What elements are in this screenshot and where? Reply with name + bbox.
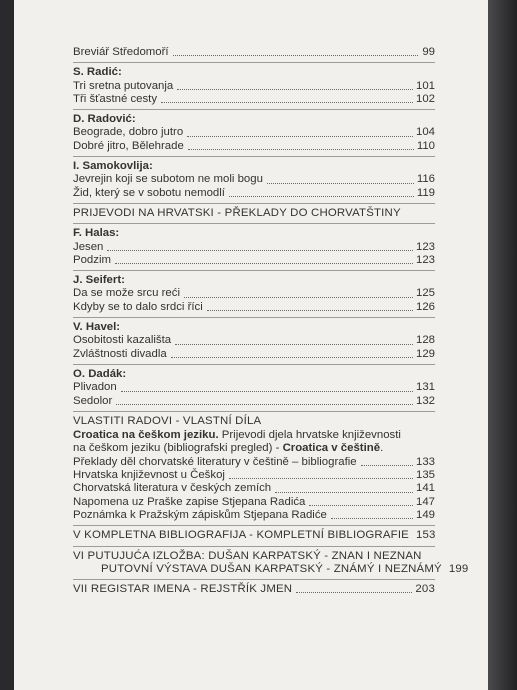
toc-entry-page: 104 — [415, 126, 435, 139]
section-heading-vlastiti: VLASTITI RADOVI - VLASTNÍ DÍLA — [73, 414, 262, 427]
dot-leader — [187, 135, 413, 137]
toc-entry — [73, 93, 435, 106]
toc-entry — [73, 381, 435, 394]
toc-entry-page: 141 — [415, 482, 435, 495]
divider — [73, 525, 435, 526]
dot-leader — [177, 88, 413, 90]
divider — [73, 270, 435, 271]
dot-leader — [229, 195, 414, 197]
toc-entry — [73, 241, 435, 254]
toc-entry-page: 125 — [415, 287, 435, 300]
toc-entry-title: Poznámka k Pražským zápiskům Stjepana Radiće — [73, 508, 327, 521]
toc-entry-title: Překlady děl chorvatské literatury v češtině – bibliografie — [73, 455, 357, 468]
toc-entry — [73, 348, 435, 361]
divider — [73, 579, 435, 580]
toc-entry — [73, 301, 435, 314]
toc-entry-title: Da se može srcu reći — [73, 287, 180, 300]
croatica-text: Prijevodi djela hrvatske književnosti — [218, 429, 401, 442]
toc-entry-page: 101 — [415, 79, 435, 92]
toc-entry-page: 126 — [415, 300, 435, 313]
toc-entry-page: 133 — [415, 455, 435, 468]
toc-entry-title: Breviář Středomoří — [73, 46, 169, 58]
dot-leader — [309, 504, 413, 506]
toc-entry — [73, 496, 435, 509]
toc-entry — [73, 126, 435, 139]
toc-entry — [73, 173, 435, 186]
toc-entry — [73, 509, 435, 522]
section-page: 203 — [415, 583, 435, 596]
section-title-line2: PUTOVNÍ VÝSTAVA DUŠAN KARPATSKÝ - ZNÁMÝ I NEZNÁMÝ — [101, 562, 442, 575]
toc-entry-page: 131 — [415, 381, 435, 394]
section-heading-prijevodi: PRIJEVODI NA HRVATSKI - PŘEKLADY DO CHORVATŠTINY — [73, 206, 401, 219]
toc-entry-page: 132 — [415, 394, 435, 407]
section-page: 153 — [415, 529, 436, 542]
author-heading: J. Seifert: — [73, 274, 125, 287]
dot-leader — [175, 343, 413, 345]
section-title: VII REGISTAR IMENA - REJSTŘÍK JMEN — [73, 583, 293, 596]
toc-entry-title: Sedolor — [73, 394, 113, 407]
toc-entry — [73, 456, 435, 469]
section-title-line2-row — [73, 562, 469, 576]
divider — [73, 317, 435, 318]
divider — [73, 109, 435, 110]
section-title-line1: VI PUTUJUĆA IZLOŽBA: DUŠAN KARPATSKÝ - ZNAN I NEZNAN — [73, 549, 422, 562]
dot-leader — [107, 249, 413, 251]
toc-entry — [73, 254, 435, 267]
toc-entry — [73, 287, 435, 300]
dot-leader — [207, 309, 413, 311]
divider — [73, 546, 435, 547]
toc-entry — [73, 80, 435, 93]
toc-entry-page: 129 — [415, 347, 435, 360]
section-heading-vi — [73, 549, 469, 577]
toc-entry-title: Žid, který se v sobotu nemodlí — [73, 186, 225, 199]
toc-entry-title: Zvláštnosti divadla — [73, 347, 167, 360]
toc-entry-page: 119 — [416, 186, 435, 199]
author-heading: F. Halas: — [73, 227, 120, 240]
toc-entry — [73, 46, 435, 59]
toc-entry-title: Tri sretna putovanja — [73, 79, 174, 92]
author-heading: I. Samokovlija: — [73, 160, 153, 173]
book-page — [14, 0, 488, 690]
author-heading: O. Dadák: — [73, 367, 127, 380]
author-heading: S. Radić: — [73, 66, 122, 79]
divider — [73, 203, 435, 204]
toc-entry-page: 128 — [415, 334, 435, 347]
toc-entry-page: 110 — [416, 139, 435, 152]
toc-entry-title: Jevrejin koji se subotom ne moli bogu — [73, 173, 263, 186]
dot-leader — [188, 148, 414, 150]
dot-leader — [161, 101, 413, 103]
toc-entry-page: 123 — [415, 253, 435, 266]
toc-entry — [73, 395, 435, 408]
section-title: V KOMPLETNA BIBLIOGRAFIJA - KOMPLETNÍ BIBLIOGRAFIE — [73, 529, 409, 542]
toc-entry — [73, 334, 435, 347]
section-heading-vii — [73, 583, 435, 596]
toc-entry-page: 123 — [415, 240, 435, 253]
toc-entry-title: Dobré jitro, Bělehrade — [73, 139, 184, 152]
croatica-paragraph — [73, 429, 435, 456]
toc-entry-title: Jesen — [73, 240, 104, 253]
divider — [73, 156, 435, 157]
toc-entry-title: Plivadon — [73, 381, 117, 394]
toc-entry-page: 147 — [415, 495, 435, 508]
book-edge — [488, 0, 517, 690]
toc-entry-title: Podzim — [73, 253, 111, 266]
dot-leader — [116, 403, 413, 405]
section-page: 199 — [448, 562, 469, 575]
dot-leader — [121, 390, 413, 392]
dot-leader — [184, 296, 413, 298]
dot-leader — [171, 356, 413, 358]
toc-entry-page: 99 — [422, 46, 435, 58]
divider — [73, 364, 435, 365]
dot-leader — [275, 491, 413, 493]
author-heading: D. Radović: — [73, 113, 136, 126]
toc-entry-title: Osobitosti kazališta — [73, 334, 172, 347]
toc-entry-page: 149 — [415, 508, 435, 521]
toc-entry-title: Napomena uz Praške zapise Stjepana Radića — [73, 495, 306, 508]
toc-entry-page: 135 — [415, 469, 435, 482]
dot-leader — [296, 591, 412, 593]
toc-entry-page: 116 — [416, 173, 435, 186]
divider — [73, 411, 435, 412]
divider — [73, 223, 435, 224]
dot-leader — [361, 464, 413, 466]
dot-leader — [331, 517, 413, 519]
divider — [73, 62, 435, 63]
croatica-title-cz: Croatica v češtině — [282, 442, 381, 455]
toc-entry-title: Beograde, dobro jutro — [73, 126, 184, 139]
croatica-end: . — [380, 442, 384, 455]
toc-entry-title: Hrvatska književnost u Češkoj — [73, 469, 225, 482]
dot-leader — [267, 182, 414, 184]
toc-entry — [73, 187, 435, 200]
toc-entry — [73, 482, 435, 495]
dot-leader — [229, 477, 413, 479]
toc-entry — [73, 140, 435, 153]
toc-entry-title: Kdyby se to dalo srdci říci — [73, 300, 203, 313]
toc-entry-title: Chorvatská literatura v českých zemích — [73, 482, 272, 495]
dot-leader — [115, 262, 413, 264]
author-heading: V. Havel: — [73, 321, 121, 334]
toc-entry-page: 102 — [415, 92, 435, 105]
section-heading-v — [73, 529, 435, 542]
table-of-contents — [73, 46, 469, 596]
dot-leader — [173, 54, 418, 56]
croatica-title-hr: Croatica na češkom jeziku. — [73, 429, 219, 442]
croatica-text: na češkom jeziku (bibliografski pregled) - — [73, 442, 283, 455]
toc-entry — [73, 469, 435, 482]
toc-entry-title: Tři šťastné cesty — [73, 92, 158, 105]
